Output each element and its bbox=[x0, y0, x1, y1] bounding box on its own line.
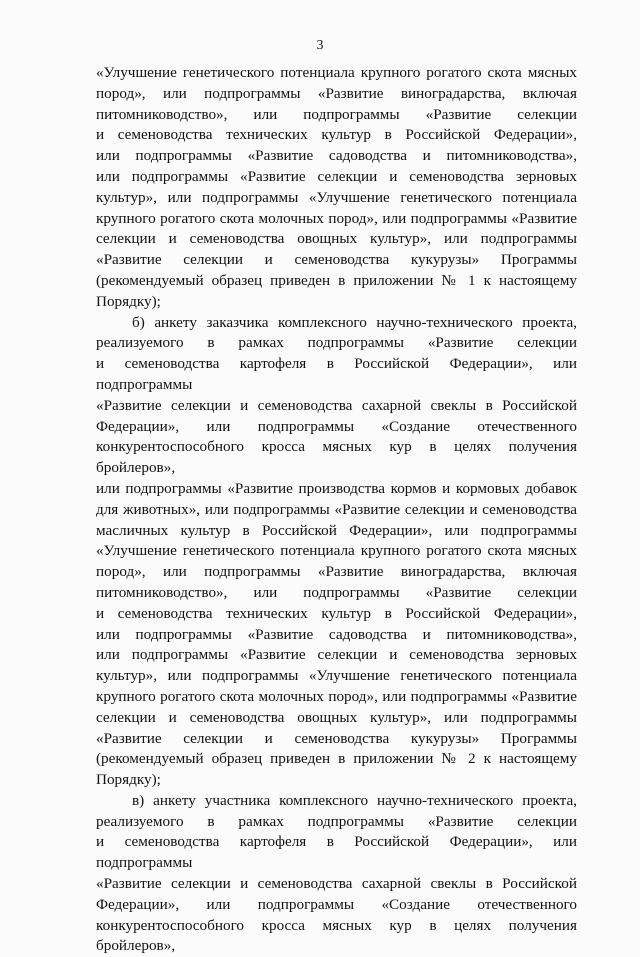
paragraph bbox=[96, 791, 577, 957]
text-line: (рекомендуемый образец приведен в приложении № 2 к настоящему bbox=[96, 750, 577, 768]
text-line: Федерации», или подпрограммы «Создание отечественного bbox=[96, 417, 577, 435]
text-line: или подпрограммы «Развитие производства кормов и кормовых добавок bbox=[96, 479, 577, 497]
text-line: Федерации», или подпрограммы «Создание отечественного bbox=[96, 895, 577, 913]
text-line: (рекомендуемый образец приведен в приложении № 1 к настоящему bbox=[96, 271, 577, 289]
text-line: «Улучшение генетического потенциала крупного рогатого скота мясных bbox=[96, 542, 577, 560]
text-line: селекции и семеноводства овощных культур», или подпрограммы bbox=[96, 230, 577, 248]
page-number: 3 bbox=[316, 38, 324, 53]
text-line: селекции и семеноводства овощных культур», или подпрограммы bbox=[96, 708, 577, 726]
text-line: пород», или подпрограммы «Развитие виноградарства, включая bbox=[96, 563, 577, 581]
text-line: «Развитие селекции и семеноводства сахарной свеклы в Российской bbox=[96, 875, 577, 893]
text-line: культур», или подпрограммы «Улучшение генетического потенциала bbox=[96, 188, 577, 206]
text-line: конкурентоспособного кросса мясных кур в целях получения бройлеров», bbox=[96, 438, 577, 477]
text-line: «Развитие селекции и семеноводства кукурузы» Программы bbox=[96, 251, 577, 269]
text-line: или подпрограммы «Развитие садоводства и питомниководства», bbox=[96, 625, 577, 643]
text-line: для животных», или подпрограммы «Развитие селекции и семеноводства bbox=[96, 500, 577, 518]
text-line: или подпрограммы «Развитие садоводства и питомниководства», bbox=[96, 147, 577, 165]
text-line: «Развитие селекции и семеноводства кукурузы» Программы bbox=[96, 729, 577, 747]
text-line: и семеноводства картофеля в Российской Федерации», или подпрограммы bbox=[96, 833, 577, 872]
text-line: масличных культур в Российской Федерации», или подпрограммы bbox=[96, 521, 577, 539]
text-line: питомниководство», или подпрограммы «Развитие селекции bbox=[96, 583, 577, 601]
text-line: Порядку); bbox=[96, 292, 161, 310]
text-line: или подпрограммы «Развитие селекции и семеноводства зерновых bbox=[96, 646, 577, 664]
text-line: и семеноводства технических культур в Российской Федерации», bbox=[96, 126, 577, 144]
paragraph bbox=[96, 313, 577, 791]
text-line: «Развитие селекции и семеноводства сахарной свеклы в Российской bbox=[96, 396, 577, 414]
text-line: пород», или подпрограммы «Развитие виноградарства, включая bbox=[96, 84, 577, 102]
text-line: в) анкету участника комплексного научно-технического проекта, bbox=[132, 791, 577, 809]
text-line: крупного рогатого скота молочных пород», или подпрограммы «Развитие bbox=[96, 687, 577, 705]
text-line: и семеноводства технических культур в Российской Федерации», bbox=[96, 604, 577, 622]
document-body bbox=[96, 63, 577, 957]
text-line: питомниководство», или подпрограммы «Развитие селекции bbox=[96, 105, 577, 123]
text-line: и семеноводства картофеля в Российской Федерации», или подпрограммы bbox=[96, 355, 577, 393]
text-line: культур», или подпрограммы «Улучшение генетического потенциала bbox=[96, 667, 577, 685]
text-line: конкурентоспособного кросса мясных кур в целях получения бройлеров», bbox=[96, 916, 577, 955]
paragraph bbox=[96, 63, 577, 313]
text-line: Порядку); bbox=[96, 771, 161, 789]
text-line: реализуемого в рамках подпрограммы «Развитие селекции bbox=[96, 812, 577, 830]
text-line: реализуемого в рамках подпрограммы «Развитие селекции bbox=[96, 334, 577, 352]
text-line: или подпрограммы «Развитие селекции и семеноводства зерновых bbox=[96, 167, 577, 185]
text-line: «Улучшение генетического потенциала крупного рогатого скота мясных bbox=[96, 64, 577, 81]
text-line: крупного рогатого скота молочных пород», или подпрограммы «Развитие bbox=[96, 209, 577, 227]
text-line: б) анкету заказчика комплексного научно-технического проекта, bbox=[132, 313, 577, 331]
